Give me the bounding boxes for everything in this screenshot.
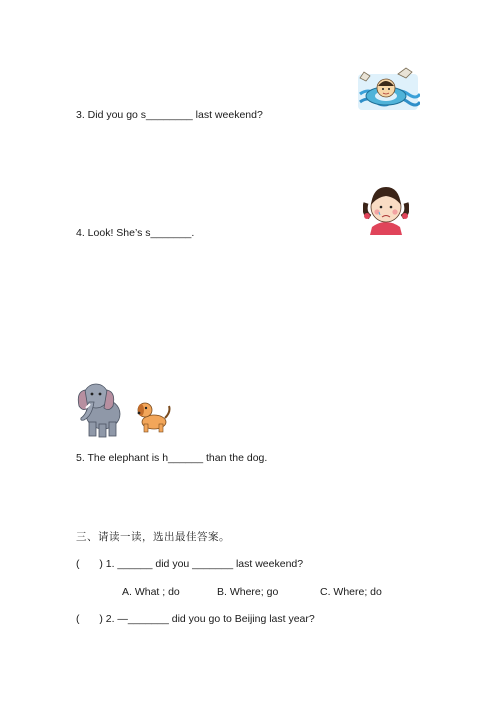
- mc-question-1: [76, 557, 303, 571]
- mc-question-1-text: ) 1. ______ did you _______ last weekend?: [99, 558, 304, 570]
- sick-girl-icon: [363, 181, 409, 235]
- question-4: 4. Look! She’s s_______.: [76, 227, 195, 239]
- swimming-child-icon: [356, 64, 420, 114]
- question-5: 5. The elephant is h______ than the dog.: [76, 452, 268, 464]
- mc-option-a: A. What ; do: [122, 586, 180, 598]
- elephant-icon: [76, 378, 126, 440]
- mc-question-2: [76, 612, 315, 626]
- question-3: 3. Did you go s________ last weekend?: [76, 109, 263, 121]
- answer-paren-1[interactable]: (: [76, 558, 80, 570]
- mc-question-2-text: ) 2. —_______ did you go to Beijing last year?: [99, 613, 315, 625]
- mc-option-c: C. Where; do: [320, 586, 382, 598]
- dog-icon: [134, 398, 172, 434]
- answer-paren-2[interactable]: (: [76, 613, 80, 625]
- mc-option-b: B. Where; go: [217, 586, 279, 598]
- section-3-heading: 三、请读一读，选出最佳答案。: [76, 531, 230, 543]
